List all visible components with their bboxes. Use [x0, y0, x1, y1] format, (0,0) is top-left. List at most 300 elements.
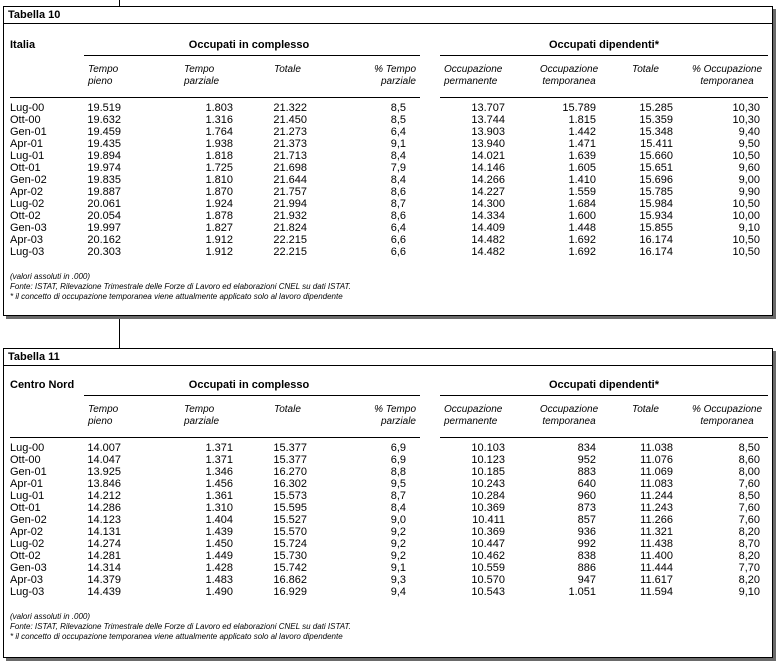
perc-tempo-parziale-cell: 9,3 [390, 574, 406, 586]
tempo-parziale-cell: 1.803 [205, 102, 233, 114]
header-line: temporanea [700, 76, 754, 87]
period-cell: Ott-02 [10, 550, 41, 562]
occupazione-temporanea-cell: 1.051 [568, 586, 596, 598]
occupazione-permanente-cell: 14.300 [471, 198, 505, 210]
connector-line-middle [119, 318, 120, 348]
tempo-pieno-cell: 19.632 [87, 114, 121, 126]
occupazione-permanente-cell: 14.482 [471, 246, 505, 258]
perc-tempo-parziale-cell: 9,5 [390, 478, 406, 490]
occupazione-temporanea-cell: 1.692 [568, 234, 596, 246]
occupazione-permanente-cell: 14.334 [471, 210, 505, 222]
header-divider [440, 437, 768, 438]
occupazione-permanente-cell: 10.543 [471, 586, 505, 598]
col-header-tempo-pieno [88, 64, 128, 88]
table-row [10, 210, 766, 222]
tempo-pieno-cell: 20.054 [87, 210, 121, 222]
period-cell: Ott-00 [10, 114, 41, 126]
totale-dip-cell: 11.038 [640, 442, 673, 454]
tempo-pieno-cell: 14.123 [87, 514, 121, 526]
tempo-parziale-cell: 1.810 [205, 174, 233, 186]
header-line: Occupazione [444, 64, 503, 75]
tempo-parziale-cell: 1.371 [205, 442, 233, 454]
perc-occupazione-temporanea-cell: 10,50 [732, 198, 760, 210]
tempo-pieno-cell: 14.131 [87, 526, 121, 538]
occupazione-temporanea-cell: 1.448 [568, 222, 596, 234]
perc-occupazione-temporanea-cell: 9,10 [738, 586, 760, 598]
perc-tempo-parziale-cell: 9,1 [390, 138, 406, 150]
tempo-pieno-cell: 20.061 [87, 198, 121, 210]
totale-dip-cell: 16.174 [639, 234, 673, 246]
group-header-occupati-dipendenti: Occupati dipendenti* [548, 379, 659, 391]
perc-tempo-parziale-cell: 6,9 [390, 442, 406, 454]
header-line: pieno [88, 416, 113, 427]
header-line [632, 416, 672, 428]
table-row [10, 234, 766, 246]
perc-tempo-parziale-cell: 9,2 [390, 538, 406, 550]
occupazione-temporanea-cell: 886 [577, 562, 596, 574]
header-line: Totale [632, 404, 659, 415]
perc-tempo-parziale-cell: 8,7 [390, 490, 406, 502]
totale-cell: 21.644 [273, 174, 307, 186]
period-cell: Ott-01 [10, 162, 41, 174]
totale-dip-cell: 15.984 [639, 198, 673, 210]
tempo-parziale-cell: 1.439 [205, 526, 233, 538]
col-header-perc-occupazione-temporanea [684, 404, 770, 428]
perc-tempo-parziale-cell: 6,4 [390, 222, 406, 234]
totale-cell: 21.757 [273, 186, 307, 198]
units-note: (valori assoluti in .000) [10, 272, 91, 281]
tempo-pieno-cell: 14.047 [87, 454, 121, 466]
table-row [10, 526, 766, 538]
tempo-parziale-cell: 1.449 [205, 550, 233, 562]
col-header-tempo-parziale [184, 64, 234, 88]
occupazione-temporanea-cell: 952 [577, 454, 596, 466]
perc-occupazione-temporanea-cell: 10,00 [732, 210, 760, 222]
period-cell: Apr-01 [10, 138, 44, 150]
table-10-panel [3, 6, 773, 316]
tempo-pieno-cell: 19.997 [87, 222, 121, 234]
tempo-pieno-cell: 14.379 [87, 574, 121, 586]
header-line [274, 76, 314, 88]
perc-occupazione-temporanea-cell: 10,30 [732, 102, 760, 114]
tempo-pieno-cell: 19.835 [87, 174, 121, 186]
col-header-tempo-parziale [184, 404, 234, 428]
totale-dip-cell: 11.400 [640, 550, 673, 562]
table-row [10, 514, 766, 526]
perc-occupazione-temporanea-cell: 8,70 [738, 538, 760, 550]
header-divider [440, 97, 768, 98]
group-divider [84, 395, 420, 396]
table-row [10, 222, 766, 234]
tempo-pieno-cell: 14.281 [87, 550, 121, 562]
tempo-pieno-cell: 19.974 [87, 162, 121, 174]
tempo-parziale-cell: 1.456 [205, 478, 233, 490]
tempo-pieno-cell: 19.894 [87, 150, 121, 162]
perc-occupazione-temporanea-cell: 10,50 [732, 246, 760, 258]
totale-cell: 16.929 [273, 586, 307, 598]
table-row [10, 586, 766, 598]
header-line: Totale [274, 64, 301, 75]
period-cell: Lug-00 [10, 442, 45, 454]
tempo-pieno-cell: 19.519 [87, 102, 121, 114]
totale-dip-cell: 15.348 [639, 126, 673, 138]
header-line: Occupazione [539, 64, 599, 75]
col-header-totale [274, 404, 314, 428]
occupazione-permanente-cell: 13.707 [471, 102, 505, 114]
totale-cell: 21.373 [273, 138, 307, 150]
tempo-parziale-cell: 1.346 [205, 466, 233, 478]
tempo-pieno-cell: 13.846 [87, 478, 121, 490]
occupazione-temporanea-cell: 873 [577, 502, 596, 514]
totale-cell: 15.595 [273, 502, 307, 514]
totale-dip-cell: 11.321 [640, 526, 673, 538]
totale-dip-cell: 15.934 [639, 210, 673, 222]
col-header-occupazione-temporanea [534, 404, 604, 428]
occupazione-permanente-cell: 14.409 [471, 222, 505, 234]
perc-tempo-parziale-cell: 9,1 [390, 562, 406, 574]
occupazione-temporanea-cell: 1.471 [568, 138, 596, 150]
header-line: Tempo [184, 64, 215, 75]
header-line: parziale [380, 416, 416, 427]
period-cell: Ott-00 [10, 454, 41, 466]
totale-cell: 15.570 [273, 526, 307, 538]
tempo-parziale-cell: 1.827 [205, 222, 233, 234]
period-cell: Gen-01 [10, 126, 47, 138]
header-line: Tempo [184, 404, 215, 415]
period-cell: Lug-01 [10, 490, 45, 502]
occupazione-permanente-cell: 10.447 [471, 538, 505, 550]
region-label: Italia [10, 39, 36, 51]
totale-dip-cell: 15.855 [639, 222, 673, 234]
totale-cell: 21.824 [273, 222, 307, 234]
table-row [10, 574, 766, 586]
perc-tempo-parziale-cell: 8,4 [390, 174, 406, 186]
perc-occupazione-temporanea-cell: 8,50 [738, 490, 760, 502]
header-line: temporanea [542, 416, 596, 427]
table-row [10, 246, 766, 258]
tempo-pieno-cell: 14.212 [87, 490, 121, 502]
period-cell: Gen-03 [10, 222, 47, 234]
units-note: (valori assoluti in .000) [10, 612, 91, 621]
perc-occupazione-temporanea-cell: 8,00 [738, 466, 760, 478]
occupazione-permanente-cell: 14.021 [471, 150, 505, 162]
header-line: parziale [184, 76, 220, 87]
table-body [10, 442, 766, 598]
tempo-pieno-cell: 19.887 [87, 186, 121, 198]
period-cell: Gen-02 [10, 514, 47, 526]
header-line: permanente [444, 76, 498, 87]
table-title: Tabella 11 [4, 349, 772, 366]
totale-cell: 22.215 [273, 234, 307, 246]
occupazione-temporanea-cell: 838 [577, 550, 596, 562]
totale-cell: 16.862 [273, 574, 307, 586]
header-line: Occupazione [444, 404, 503, 415]
tempo-pieno-cell: 19.459 [87, 126, 121, 138]
period-cell: Gen-03 [10, 562, 47, 574]
tempo-pieno-cell: 14.286 [87, 502, 121, 514]
table-row [10, 162, 766, 174]
period-cell: Lug-03 [10, 246, 45, 258]
totale-cell: 15.573 [273, 490, 307, 502]
perc-tempo-parziale-cell: 9,0 [390, 514, 406, 526]
totale-dip-cell: 11.438 [640, 538, 673, 550]
occupazione-temporanea-cell: 1.605 [568, 162, 596, 174]
header-line: Totale [274, 404, 301, 415]
period-cell: Apr-02 [10, 526, 44, 538]
occupazione-temporanea-cell: 857 [577, 514, 596, 526]
col-header-totale-dip [632, 64, 672, 88]
totale-cell: 15.377 [273, 442, 307, 454]
tempo-parziale-cell: 1.764 [205, 126, 233, 138]
occupazione-temporanea-cell: 1.815 [568, 114, 596, 126]
perc-tempo-parziale-cell: 8,5 [390, 114, 406, 126]
totale-cell: 21.322 [273, 102, 307, 114]
tempo-pieno-cell: 20.303 [87, 246, 121, 258]
perc-occupazione-temporanea-cell: 7,70 [738, 562, 760, 574]
tempo-parziale-cell: 1.361 [205, 490, 233, 502]
occupazione-permanente-cell: 10.570 [471, 574, 505, 586]
tempo-pieno-cell: 20.162 [87, 234, 121, 246]
perc-tempo-parziale-cell: 9,4 [390, 586, 406, 598]
occupazione-temporanea-cell: 1.684 [568, 198, 596, 210]
totale-cell: 16.270 [273, 466, 307, 478]
period-cell: Apr-01 [10, 478, 44, 490]
occupazione-permanente-cell: 14.266 [471, 174, 505, 186]
period-cell: Ott-01 [10, 502, 41, 514]
occupazione-permanente-cell: 14.146 [471, 162, 505, 174]
table-11-panel [3, 348, 773, 658]
col-header-occupazione-permanente [444, 404, 514, 428]
occupazione-permanente-cell: 13.940 [471, 138, 505, 150]
totale-dip-cell: 15.785 [639, 186, 673, 198]
header-line: temporanea [700, 416, 754, 427]
perc-tempo-parziale-cell: 6,4 [390, 126, 406, 138]
period-cell: Lug-02 [10, 538, 45, 550]
totale-dip-cell: 11.076 [640, 454, 673, 466]
period-cell: Gen-02 [10, 174, 47, 186]
table-row [10, 562, 766, 574]
perc-occupazione-temporanea-cell: 8,60 [738, 454, 760, 466]
occupazione-permanente-cell: 10.103 [471, 442, 505, 454]
perc-occupazione-temporanea-cell: 8,50 [738, 442, 760, 454]
header-line: % Tempo [374, 404, 416, 415]
tempo-parziale-cell: 1.912 [205, 234, 233, 246]
group-divider [440, 395, 768, 396]
footnote: * il concetto di occupazione temporanea viene attualmente applicato solo al lavoro dipendente [10, 292, 343, 301]
totale-dip-cell: 15.696 [639, 174, 673, 186]
totale-cell: 21.713 [273, 150, 307, 162]
perc-tempo-parziale-cell: 9,2 [390, 526, 406, 538]
occupazione-temporanea-cell: 1.559 [568, 186, 596, 198]
occupazione-temporanea-cell: 1.692 [568, 246, 596, 258]
perc-occupazione-temporanea-cell: 7,60 [738, 502, 760, 514]
col-header-tempo-pieno [88, 404, 128, 428]
period-cell: Ott-02 [10, 210, 41, 222]
perc-occupazione-temporanea-cell: 10,50 [732, 150, 760, 162]
perc-tempo-parziale-cell: 8,7 [390, 198, 406, 210]
occupazione-temporanea-cell: 936 [577, 526, 596, 538]
occupazione-temporanea-cell: 947 [577, 574, 596, 586]
tempo-parziale-cell: 1.870 [205, 186, 233, 198]
occupazione-temporanea-cell: 15.789 [562, 102, 596, 114]
tempo-pieno-cell: 14.007 [87, 442, 121, 454]
header-line: % Occupazione [691, 64, 763, 75]
footnote: * il concetto di occupazione temporanea viene attualmente applicato solo al lavoro dipendente [10, 632, 343, 641]
totale-dip-cell: 11.243 [640, 502, 673, 514]
tempo-pieno-cell: 14.274 [87, 538, 121, 550]
table-row [10, 478, 766, 490]
group-header-occupati-complesso: Occupati in complesso [188, 39, 310, 51]
col-header-occupazione-permanente [444, 64, 514, 88]
header-line [274, 416, 314, 428]
perc-tempo-parziale-cell: 7,9 [390, 162, 406, 174]
perc-occupazione-temporanea-cell: 7,60 [738, 514, 760, 526]
tempo-pieno-cell: 19.435 [87, 138, 121, 150]
tempo-parziale-cell: 1.938 [205, 138, 233, 150]
table-notes [10, 612, 351, 642]
table-row [10, 186, 766, 198]
table-row [10, 150, 766, 162]
tempo-parziale-cell: 1.450 [205, 538, 233, 550]
occupazione-permanente-cell: 10.411 [472, 514, 505, 526]
group-divider [84, 55, 420, 56]
table-row [10, 102, 766, 114]
totale-cell: 21.932 [273, 210, 307, 222]
group-header-occupati-dipendenti: Occupati dipendenti* [548, 39, 659, 51]
table-row [10, 466, 766, 478]
source-note: Fonte: ISTAT, Rilevazione Trimestrale delle Forze di Lavoro ed elaborazioni CNEL su dati ISTAT. [10, 622, 351, 631]
period-cell: Apr-02 [10, 186, 44, 198]
occupazione-temporanea-cell: 960 [577, 490, 596, 502]
table-notes [10, 272, 351, 302]
table-body [10, 102, 766, 258]
occupazione-temporanea-cell: 1.600 [568, 210, 596, 222]
group-divider [440, 55, 768, 56]
occupazione-permanente-cell: 13.903 [471, 126, 505, 138]
totale-cell: 21.273 [273, 126, 307, 138]
tempo-parziale-cell: 1.490 [205, 586, 233, 598]
occupazione-permanente-cell: 14.482 [471, 234, 505, 246]
perc-tempo-parziale-cell: 6,9 [390, 454, 406, 466]
occupazione-permanente-cell: 10.462 [471, 550, 505, 562]
period-cell: Gen-01 [10, 466, 47, 478]
tempo-parziale-cell: 1.310 [205, 502, 233, 514]
occupazione-permanente-cell: 10.369 [471, 526, 505, 538]
occupazione-temporanea-cell: 1.410 [568, 174, 596, 186]
perc-tempo-parziale-cell: 9,2 [390, 550, 406, 562]
period-cell: Apr-03 [10, 574, 44, 586]
occupazione-permanente-cell: 10.123 [471, 454, 505, 466]
perc-tempo-parziale-cell: 8,4 [390, 150, 406, 162]
header-line: permanente [444, 416, 498, 427]
tempo-pieno-cell: 14.439 [87, 586, 121, 598]
totale-dip-cell: 11.594 [640, 586, 673, 598]
totale-dip-cell: 11.444 [640, 562, 673, 574]
col-header-occupazione-temporanea [534, 64, 604, 88]
table-row [10, 490, 766, 502]
totale-dip-cell: 11.266 [640, 514, 673, 526]
header-line: Tempo [88, 404, 119, 415]
perc-tempo-parziale-cell: 6,6 [390, 234, 406, 246]
tempo-parziale-cell: 1.878 [205, 210, 233, 222]
table-row [10, 114, 766, 126]
occupazione-temporanea-cell: 640 [577, 478, 596, 490]
perc-occupazione-temporanea-cell: 9,40 [738, 126, 760, 138]
totale-dip-cell: 11.069 [640, 466, 673, 478]
perc-tempo-parziale-cell: 8,6 [390, 210, 406, 222]
tempo-parziale-cell: 1.371 [205, 454, 233, 466]
perc-occupazione-temporanea-cell: 9,10 [738, 222, 760, 234]
totale-dip-cell: 15.359 [639, 114, 673, 126]
table-row [10, 442, 766, 454]
perc-tempo-parziale-cell: 8,5 [390, 102, 406, 114]
occupazione-permanente-cell: 14.227 [471, 186, 505, 198]
table-row [10, 138, 766, 150]
table-row [10, 174, 766, 186]
period-cell: Lug-01 [10, 150, 45, 162]
occupazione-temporanea-cell: 992 [577, 538, 596, 550]
perc-occupazione-temporanea-cell: 10,30 [732, 114, 760, 126]
totale-dip-cell: 15.411 [640, 138, 673, 150]
tempo-parziale-cell: 1.404 [205, 514, 233, 526]
table-row [10, 198, 766, 210]
tempo-pieno-cell: 14.314 [87, 562, 121, 574]
occupazione-temporanea-cell: 834 [577, 442, 596, 454]
table-row [10, 538, 766, 550]
header-line: % Tempo [374, 64, 416, 75]
perc-occupazione-temporanea-cell: 9,50 [738, 138, 760, 150]
period-cell: Lug-00 [10, 102, 45, 114]
header-line: Occupazione [539, 404, 599, 415]
table-row [10, 550, 766, 562]
totale-dip-cell: 11.617 [640, 574, 673, 586]
perc-occupazione-temporanea-cell: 10,50 [732, 234, 760, 246]
header-line: % Occupazione [691, 404, 763, 415]
occupazione-temporanea-cell: 883 [577, 466, 596, 478]
header-line: temporanea [542, 76, 596, 87]
tempo-pieno-cell: 13.925 [87, 466, 121, 478]
table-row [10, 126, 766, 138]
occupazione-permanente-cell: 10.185 [471, 466, 505, 478]
occupazione-permanente-cell: 13.744 [471, 114, 505, 126]
header-line: parziale [380, 76, 416, 87]
tempo-parziale-cell: 1.912 [205, 246, 233, 258]
col-header-totale [274, 64, 314, 88]
header-divider [10, 437, 420, 438]
col-header-perc-tempo-parziale [344, 64, 416, 88]
perc-occupazione-temporanea-cell: 9,90 [738, 186, 760, 198]
totale-cell: 15.742 [273, 562, 307, 574]
source-note: Fonte: ISTAT, Rilevazione Trimestrale delle Forze di Lavoro ed elaborazioni CNEL su dati ISTAT. [10, 282, 351, 291]
header-line: pieno [88, 76, 113, 87]
totale-cell: 21.994 [273, 198, 307, 210]
perc-tempo-parziale-cell: 6,6 [390, 246, 406, 258]
totale-cell: 22.215 [273, 246, 307, 258]
totale-cell: 15.527 [273, 514, 307, 526]
table-row [10, 454, 766, 466]
perc-occupazione-temporanea-cell: 8,20 [738, 574, 760, 586]
totale-dip-cell: 16.174 [639, 246, 673, 258]
perc-occupazione-temporanea-cell: 8,20 [738, 526, 760, 538]
tempo-parziale-cell: 1.483 [205, 574, 233, 586]
col-header-totale-dip [632, 404, 672, 428]
totale-cell: 21.450 [273, 114, 307, 126]
perc-occupazione-temporanea-cell: 7,60 [738, 478, 760, 490]
totale-dip-cell: 11.083 [640, 478, 673, 490]
occupazione-temporanea-cell: 1.442 [568, 126, 596, 138]
totale-cell: 15.377 [273, 454, 307, 466]
col-header-perc-occupazione-temporanea [684, 64, 770, 88]
